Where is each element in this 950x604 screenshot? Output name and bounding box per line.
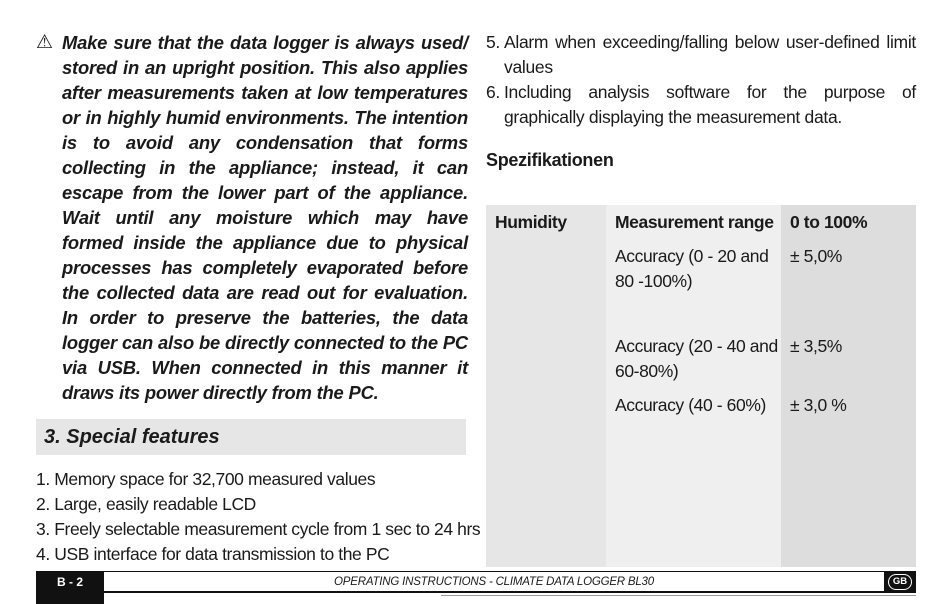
list-item: [486, 30, 916, 80]
list-item-text: Alarm when exceeding/falling below user-defined limit values: [504, 32, 916, 77]
page-footer: [36, 571, 916, 604]
warning-triangle-icon: ⚠: [36, 32, 54, 53]
list-item-number: 5.: [486, 32, 500, 52]
list-item: 2. Large, easily readable LCD: [36, 494, 256, 514]
list-item: [486, 80, 916, 130]
spec-row-label: Accuracy (40 - 60%): [615, 395, 766, 415]
warning-notice: [36, 30, 468, 405]
list-item: 1. Memory space for 32,700 measured values: [36, 469, 376, 489]
footer-rule: [104, 591, 884, 593]
feature-list-continued: [486, 30, 916, 130]
spec-heading: Spezifikationen: [486, 150, 614, 170]
spec-header-label: Measurement range: [615, 212, 774, 232]
spec-row-label: Accuracy (0 - 20 and 80 -100%): [615, 246, 769, 291]
page-number: B - 2: [36, 571, 104, 593]
spec-category-column: [486, 205, 606, 567]
spec-row-value: ± 5,0%: [790, 246, 842, 266]
list-item: 3. Freely selectable measurement cycle from 1 sec to 24 hrs: [36, 519, 481, 539]
spec-row-value: ± 3,0 %: [790, 395, 847, 415]
feature-list: [36, 467, 481, 567]
spec-value-column: [781, 205, 916, 567]
warning-text: Make sure that the data logger is always used/ stored in an upright position. This also applies after measurements taken at low temperatures or in highly humid environments. The intention is to avoid any condensation that forms collecting in the appliance; instead, it can escape from the lower part of the appliance. Wait until any moisture which may have formed inside the appliance due to physical processes has completely evaporated before the collected data are read out for evaluation. In order to preserve the batteries, the data logger can also be directly connected to the PC via USB. When connected in this manner it draws its power directly from the PC.: [62, 32, 468, 403]
list-item: 4. USB interface for data transmission to the PC: [36, 544, 390, 564]
footer-title: OPERATING INSTRUCTIONS - CLIMATE DATA LOGGER BL30: [334, 576, 654, 588]
language-badge: [884, 571, 916, 593]
spec-label-column: [606, 205, 781, 567]
spec-category: Humidity: [495, 212, 567, 232]
footer-rule-bottom: [441, 595, 916, 596]
spec-row-label: Accuracy (20 - 40 and 60-80%): [615, 336, 778, 381]
spec-row-value: ± 3,5%: [790, 336, 842, 356]
page-number-tab: [36, 593, 104, 604]
left-column: [36, 30, 481, 567]
list-item-text: Including analysis software for the purpose of graphically displaying the measurement data.: [504, 82, 916, 127]
language-code: GB: [888, 574, 912, 590]
spec-header-value: 0 to 100%: [790, 212, 868, 232]
list-item-number: 6.: [486, 82, 500, 102]
spec-table: [486, 205, 916, 567]
footer-rule-top: [104, 571, 884, 572]
section-heading-special-features: 3. Special features: [36, 419, 466, 455]
right-column: [486, 30, 916, 173]
